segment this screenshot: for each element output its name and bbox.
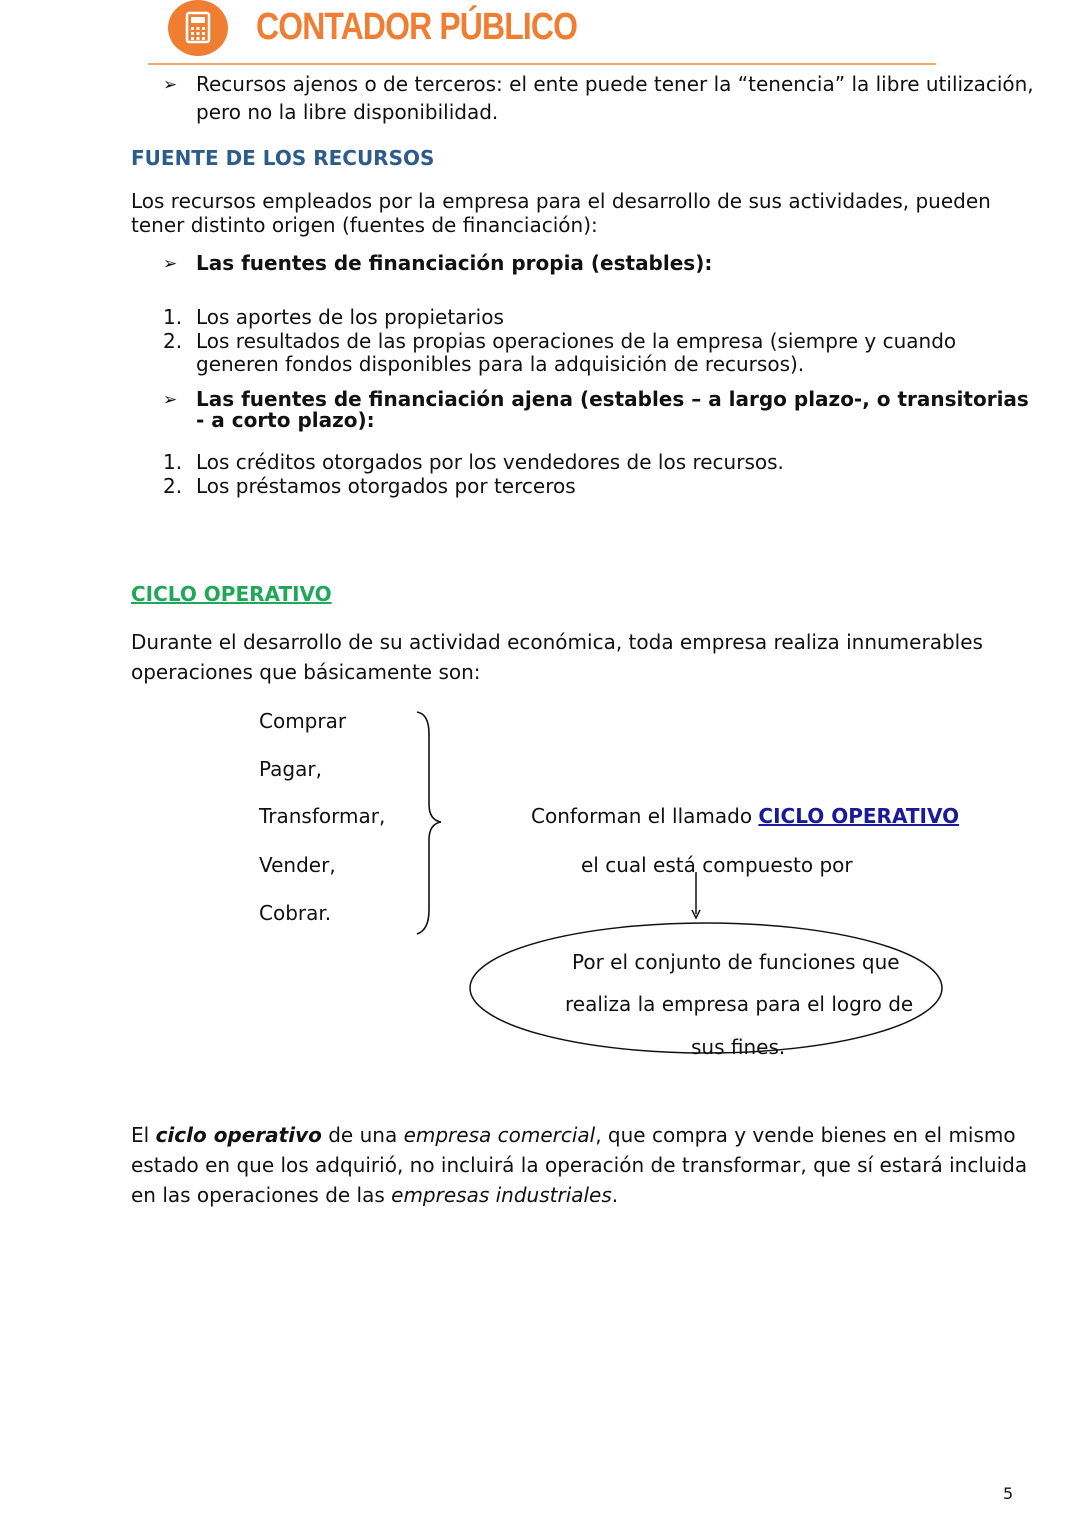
list-number: 1.	[163, 450, 183, 474]
list-number: 2.	[163, 474, 183, 498]
bullet-arrow-icon: ➢	[163, 390, 178, 410]
recursos-paragraph-line2: tener distinto origen (fuentes de financiación):	[131, 213, 598, 237]
bullet-arrow-icon: ➢	[163, 254, 178, 274]
bullet-financiacion-ajena-line1: Las fuentes de financiación ajena (estables – a largo plazo-, o transitorias	[196, 387, 1029, 411]
list-number: 1.	[163, 305, 183, 329]
brand-title: CONTADOR PÚBLICO	[256, 6, 578, 48]
intro-bullet-line2: pero no la libre disponibilidad.	[196, 100, 499, 124]
closing-line1: El ciclo operativo de una empresa comercial, que compra y vende bienes en el mismo	[131, 1123, 1016, 1147]
list-number: 2.	[163, 329, 183, 353]
operation-comprar: Comprar	[259, 709, 347, 733]
list-item-creditos: Los créditos otorgados por los vendedores de los recursos.	[196, 450, 784, 474]
list-item-aportes: Los aportes de los propietarios	[196, 305, 504, 329]
bullet-financiacion-propia: Las fuentes de financiación propia (estables):	[196, 251, 713, 275]
list-item-prestamos: Los préstamos otorgados por terceros	[196, 474, 576, 498]
operation-vender: Vender,	[259, 853, 336, 877]
ellipse-text-line1: Por el conjunto de funciones que	[572, 950, 900, 974]
ciclo-paragraph-line2: operaciones que básicamente son:	[131, 660, 481, 684]
operation-pagar: Pagar,	[259, 757, 322, 781]
conforman-text: Conforman el llamado CICLO OPERATIVO	[531, 804, 960, 828]
operation-transformar: Transformar,	[259, 804, 386, 828]
recursos-paragraph-line1: Los recursos empleados por la empresa para el desarrollo de sus actividades, pueden	[131, 189, 991, 213]
list-item-resultados-line1: Los resultados de las propias operaciones de la empresa (siempre y cuando	[196, 329, 957, 353]
section-heading-ciclo: CICLO OPERATIVO	[131, 582, 332, 606]
list-item-resultados-line2: generen fondos disponibles para la adquisición de recursos).	[196, 352, 805, 376]
compuesto-text: el cual está compuesto por	[581, 853, 853, 877]
section-heading-recursos: FUENTE DE LOS RECURSOS	[131, 146, 435, 170]
curly-brace	[408, 708, 448, 940]
bullet-arrow-icon: ➢	[163, 75, 178, 95]
calculator-icon	[168, 0, 228, 56]
bullet-financiacion-ajena-line2: - a corto plazo):	[196, 408, 375, 432]
ellipse-text-line3: sus fines.	[691, 1035, 786, 1059]
ciclo-paragraph-line1: Durante el desarrollo de su actividad económica, toda empresa realiza innumerables	[131, 630, 983, 654]
intro-bullet-line1: Recursos ajenos o de terceros: el ente puede tener la “tenencia” la libre utilización,	[196, 72, 1034, 96]
logo-badge	[168, 0, 228, 56]
ellipse-text-line2: realiza la empresa para el logro de	[565, 992, 914, 1016]
header-divider	[148, 63, 936, 65]
ciclo-operativo-link: CICLO OPERATIVO	[758, 804, 960, 828]
page-number: 5	[1003, 1484, 1014, 1503]
closing-line2: estado en que los adquirió, no incluirá la operación de transformar, que sí estará incluida	[131, 1153, 1028, 1177]
operation-cobrar: Cobrar.	[259, 901, 332, 925]
down-arrow	[686, 872, 706, 922]
closing-line3: en las operaciones de las empresas industriales.	[131, 1183, 619, 1207]
